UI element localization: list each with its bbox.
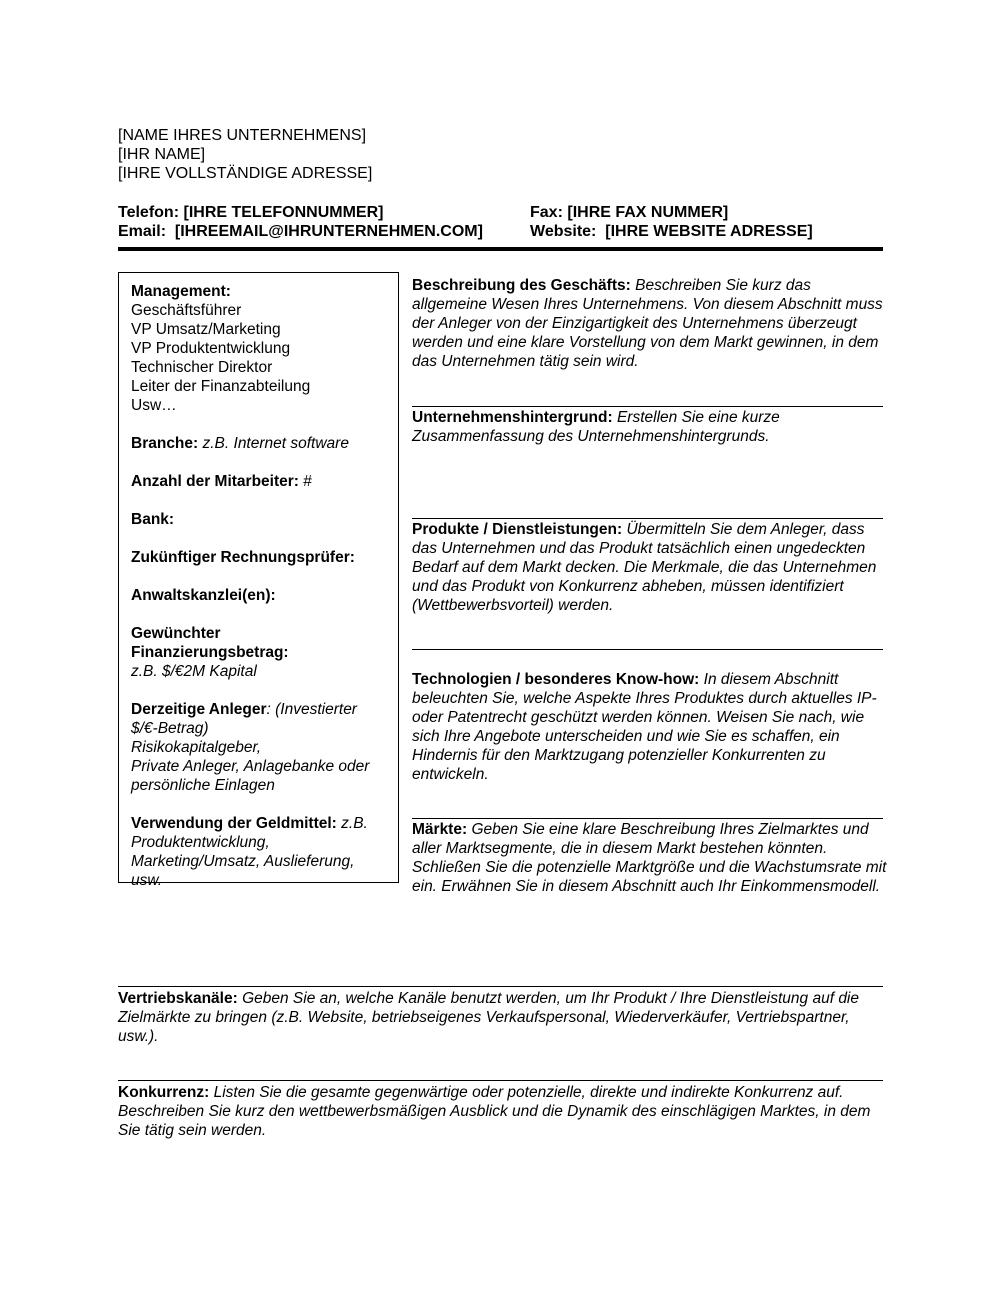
branche-label: Branche: — [131, 435, 199, 452]
management-item: Technischer Direktor — [131, 359, 273, 376]
sidebar-box — [118, 272, 399, 889]
finanzierung-value: z.B. $/€2M Kapital — [131, 663, 257, 680]
full-address: [IHRE VOLLSTÄNDIGE ADRESSE] — [118, 165, 373, 182]
anleger-line: Risikokapitalgeber, — [131, 739, 262, 756]
phone-label: Telefon: — [118, 204, 180, 221]
branche-value: z.B. Internet software — [202, 435, 349, 452]
anleger-line: persönliche Einlagen — [131, 777, 275, 794]
branche-row — [131, 434, 393, 453]
maerkte-text: Geben Sie eine klare Beschreibung Ihres Zielmarktes und aller Marktsegmente, die in diesem Markt bestehen könnten. Schließen Sie die potenzielle Marktgröße und die Wachstumsrate mit ein. Erwähnen Sie in diesem Abschnitt auch Ihr Einkommensmodell. — [412, 821, 887, 895]
anleger-line: Private Anleger, Anlagebanke oder — [131, 758, 370, 775]
phone-value: [IHRE TELEFONNUMMER] — [183, 204, 384, 221]
finanzierung-label-1: Gewünchter — [131, 625, 221, 642]
produkte-label: Produkte / Dienstleistungen: — [412, 521, 623, 538]
hintergrund-label: Unternehmenshintergrund: — [412, 409, 613, 426]
section-beschreibung — [412, 276, 887, 371]
geldmittel-line: Marketing/Umsatz, Auslieferung, — [131, 853, 355, 870]
finanzierung-label-2: Finanzierungsbetrag: — [131, 644, 289, 661]
management-item: VP Produktentwicklung — [131, 340, 291, 357]
website-label: Website: — [530, 223, 597, 240]
header-divider — [118, 247, 883, 251]
pruefer-label: Zukünftiger Rechnungsprüfer: — [131, 549, 355, 566]
section-divider — [118, 1080, 883, 1081]
geldmittel-label: Verwendung der Geldmittel: — [131, 815, 337, 832]
contact-right — [530, 203, 813, 241]
anleger-label: Derzeitige Anleger — [131, 701, 267, 718]
section-divider — [412, 518, 883, 519]
header-block — [118, 126, 372, 183]
management-item: Usw… — [131, 397, 177, 414]
section-maerkte — [412, 820, 887, 896]
person-name: [IHR NAME] — [118, 146, 206, 163]
management-item: Geschäftsführer — [131, 302, 242, 319]
fax-value: [IHRE FAX NUMMER] — [567, 204, 729, 221]
section-hintergrund — [412, 408, 887, 446]
geldmittel-line: z.B. — [341, 815, 368, 832]
kanzlei-label: Anwaltskanzlei(en): — [131, 587, 276, 604]
bank-label: Bank: — [131, 511, 175, 528]
hintergrund-text: Erstellen Sie eine kurze Zusammenfassung des Unternehmenshintergrunds. — [412, 409, 780, 445]
sidebar-content — [131, 282, 393, 890]
email-value: [IHREEMAIL@IHRUNTERNEHMEN.COM] — [174, 223, 483, 240]
anleger-hint-2: $/€-Betrag) — [131, 720, 209, 737]
mitarbeiter-value: # — [303, 473, 312, 490]
geldmittel-row — [131, 814, 393, 833]
mitarbeiter-row — [131, 472, 393, 491]
fax-label: Fax: — [530, 204, 563, 221]
company-name: [NAME IHRES UNTERNEHMENS] — [118, 127, 367, 144]
technologien-text: In diesem Abschnitt beleuchten Sie, welche Aspekte Ihres Produktes durch aktuelles IP- oder Patentrecht geschützt werden können. Weisen Sie nach, wie sich Ihre Angebote unterscheiden und wie Sie es schaffen, ein Hindernis für den Marktzugang potenzieller Konkurrenten zu entwickeln. — [412, 671, 877, 783]
vertrieb-text: Geben Sie an, welche Kanäle benutzt werden, um Ihr Produkt / Ihre Dienstleistung auf die Zielmärkte zu bringen (z.B. Website, betriebseigenes Verkaufspersonal, Wiederverkäufer, Vertriebspartner, usw.). — [118, 990, 859, 1045]
anleger-hint: : (Investierter — [266, 701, 357, 718]
konkurrenz-label: Konkurrenz: — [118, 1084, 210, 1101]
section-divider — [118, 986, 883, 987]
contact-left — [118, 203, 483, 241]
technologien-label: Technologien / besonderes Know-how: — [412, 671, 700, 688]
website-value: [IHRE WEBSITE ADRESSE] — [605, 223, 813, 240]
beschreibung-label: Beschreibung des Geschäfts: — [412, 277, 631, 294]
beschreibung-text: Beschreiben Sie kurz das allgemeine Wesen Ihres Unternehmens. Von diesem Abschnitt muss der Anleger von der Einzigartigkeit des Unternehmens überzeugt werden und eine klare Vorstellung von dem Markt gewinnen, in dem das Unternehmen tätig sein wird. — [412, 277, 883, 370]
maerkte-label: Märkte: — [412, 821, 468, 838]
section-divider — [412, 406, 883, 407]
anleger-row — [131, 700, 393, 719]
geldmittel-line: Produktentwicklung, — [131, 834, 270, 851]
section-divider — [412, 649, 883, 650]
management-item: VP Umsatz/Marketing — [131, 321, 281, 338]
section-vertrieb — [118, 989, 888, 1046]
section-technologien — [412, 670, 887, 784]
mitarbeiter-label: Anzahl der Mitarbeiter: — [131, 473, 299, 490]
section-produkte — [412, 520, 887, 615]
section-divider — [412, 818, 883, 819]
management-item: Leiter der Finanzabteilung — [131, 378, 311, 395]
management-label: Management: — [131, 283, 231, 300]
produkte-text: Übermitteln Sie dem Anleger, dass das Unternehmen und das Produkt tatsächlich einen ungedeckten Bedarf auf dem Markt decken. Die Merkmale, die das Unternehmen und das Produkt von Konkurrenz abheben, müssen identifiziert (Wettbewerbsvorteil) werden. — [412, 521, 877, 614]
section-konkurrenz — [118, 1083, 888, 1140]
konkurrenz-text: Listen Sie die gesamte gegenwärtige oder potenzielle, direkte und indirekte Konkurrenz auf. Beschreiben Sie kurz den wettbewerbsmäßigen Ausblick und die Dynamik des einschlägigen Marktes, in dem Sie tätig sein werden. — [118, 1084, 871, 1139]
email-label: Email: — [118, 223, 167, 240]
geldmittel-line: usw. — [131, 872, 163, 889]
vertrieb-label: Vertriebskanäle: — [118, 990, 238, 1007]
